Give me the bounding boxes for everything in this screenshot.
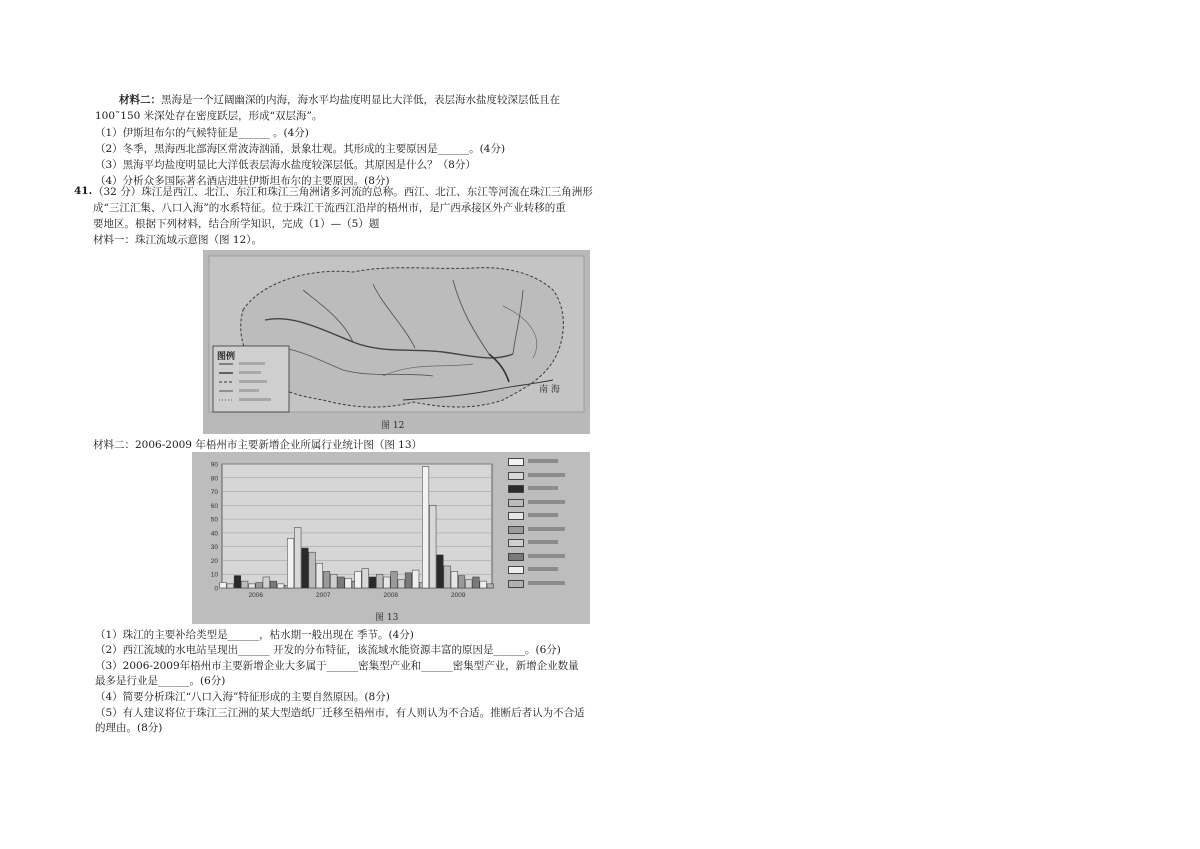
bar bbox=[355, 571, 362, 588]
y-tick-label: 20 bbox=[210, 557, 218, 565]
x-tick-label: 2006 bbox=[248, 592, 263, 599]
bar bbox=[487, 584, 494, 588]
legend-swatch bbox=[508, 580, 524, 588]
bar bbox=[263, 577, 270, 588]
q41-intro-2: 成“三江汇集、八口入海”的水系特征。位于珠江干流西江沿岸的梧州市，是广西承接区外产业转移的重 bbox=[93, 202, 566, 214]
y-tick-label: 80 bbox=[210, 475, 218, 483]
legend-label bbox=[528, 554, 565, 558]
q41-question-4: （4）简要分析珠江“八口入海”特征形成的主要自然原因。(8分) bbox=[95, 691, 390, 703]
q41-question-5: （5）有人建议将位于珠江三江洲的某大型造纸厂迁移至梧州市，有人则认为不合适。推断后者认为不合适 bbox=[95, 707, 585, 719]
y-tick-label: 30 bbox=[210, 544, 218, 552]
y-tick-label: 40 bbox=[210, 530, 218, 538]
map-legend-title: 图例 bbox=[217, 352, 236, 362]
q41-material1: 材料一：珠江流域示意图（图 12）。 bbox=[93, 234, 262, 246]
industry-chart bbox=[192, 452, 590, 624]
pearl-river-basin-map bbox=[203, 250, 590, 434]
bar bbox=[345, 578, 352, 588]
bar bbox=[451, 571, 458, 588]
legend-label bbox=[528, 527, 565, 531]
q41-intro-1: （32 分）珠江是西江、北江、东江和珠江三角洲诸多河流的总称。西江、北江、东江等河流在珠江三角洲形 bbox=[93, 186, 593, 198]
q41-question-3: （3）2006-2009年梧州市主要新增企业大多属于______密集型产业和______密集型产业，新增企业数量 bbox=[95, 660, 579, 672]
legend-label bbox=[528, 581, 565, 585]
bar bbox=[234, 576, 241, 588]
plot-area bbox=[222, 464, 492, 588]
q41-question-5-cont: 的理由。(8分) bbox=[95, 722, 163, 734]
material2-top-label: 材料二： bbox=[119, 94, 161, 106]
bar bbox=[437, 555, 444, 588]
bar bbox=[458, 576, 465, 588]
map-caption: 图 12 bbox=[381, 421, 405, 431]
bar bbox=[227, 584, 234, 588]
bar bbox=[309, 552, 316, 588]
map-svg bbox=[203, 250, 590, 434]
bar bbox=[429, 505, 436, 588]
y-tick-label: 0 bbox=[214, 585, 218, 593]
material2-top-line2: 100˜150 米深处存在密度跃层，形成“双层海”。 bbox=[95, 110, 323, 122]
q41-number: 41. bbox=[74, 185, 93, 197]
bar bbox=[316, 563, 323, 588]
x-tick-label: 2007 bbox=[316, 592, 331, 599]
q41-question-2: （2）西江流域的水电站呈现出______ 开发的分布特征，该流域水能资源丰富的原因是______。(6分) bbox=[95, 644, 561, 656]
q40-item-4: （4）分析众多国际著名酒店进驻伊斯坦布尔的主要原因。(8分) bbox=[95, 175, 390, 187]
bar bbox=[362, 569, 369, 588]
bar bbox=[422, 467, 429, 588]
bar bbox=[338, 577, 345, 588]
q41-question-3-cont: 最多是行业是______。(6分) bbox=[95, 675, 226, 687]
bar bbox=[376, 574, 383, 588]
material2-top-text1: 黑海是一个辽阔幽深的内海，海水平均盐度明显比大洋低，表层海水盐度较深层低且在 bbox=[161, 94, 560, 106]
bar bbox=[398, 580, 405, 588]
legend-swatch bbox=[508, 458, 524, 466]
bar bbox=[249, 584, 256, 588]
bar bbox=[330, 574, 337, 588]
bar bbox=[323, 571, 330, 588]
bar bbox=[384, 577, 391, 588]
y-tick-label: 90 bbox=[210, 461, 218, 469]
legend-label bbox=[528, 500, 565, 504]
legend-label bbox=[528, 473, 565, 477]
q40-item-1: （1）伊斯坦布尔的气候特征是______ 。(4分) bbox=[95, 127, 309, 139]
bar bbox=[287, 538, 294, 588]
y-tick-label: 10 bbox=[210, 571, 218, 579]
legend-swatch bbox=[508, 485, 524, 493]
bar bbox=[270, 581, 277, 588]
chart-caption: 图 13 bbox=[375, 613, 399, 623]
bar bbox=[444, 566, 451, 588]
y-tick-label: 50 bbox=[210, 516, 218, 524]
bar bbox=[277, 584, 284, 588]
bar bbox=[405, 573, 412, 588]
legend-swatch bbox=[508, 553, 524, 561]
bar bbox=[256, 582, 263, 588]
bar bbox=[412, 570, 419, 588]
q41-question-1: （1）珠江的主要补给类型是______，枯水期一般出现在 季节。(4分) bbox=[95, 629, 414, 641]
bar bbox=[369, 577, 376, 588]
q40-item-2: （2）冬季，黑海西北部海区常波涛汹涌，景象壮观。其形成的主要原因是______。(4分) bbox=[95, 143, 506, 155]
bar bbox=[473, 577, 480, 588]
y-tick-label: 70 bbox=[210, 489, 218, 497]
x-tick-label: 2008 bbox=[383, 592, 398, 599]
legend-swatch bbox=[508, 472, 524, 480]
map-sea-label: 南 海 bbox=[539, 385, 560, 395]
bar bbox=[241, 581, 248, 588]
bar bbox=[480, 581, 487, 588]
bar bbox=[294, 527, 301, 588]
material2-top-line1 bbox=[119, 93, 560, 107]
q41-material2: 材料二：2006-2009 年梧州市主要新增企业所属行业统计图（图 13） bbox=[93, 439, 423, 451]
legend-label bbox=[528, 540, 558, 544]
legend-label bbox=[528, 513, 558, 517]
legend-label bbox=[528, 567, 558, 571]
chart-svg bbox=[192, 452, 590, 624]
legend-swatch bbox=[508, 526, 524, 534]
legend-swatch bbox=[508, 499, 524, 507]
bar bbox=[391, 571, 398, 588]
legend-swatch bbox=[508, 566, 524, 574]
q41-intro-3: 要地区。根据下列材料，结合所学知识，完成（1）—（5）题 bbox=[93, 218, 380, 230]
bar bbox=[220, 582, 227, 588]
legend-label bbox=[528, 459, 558, 463]
y-tick-label: 60 bbox=[210, 502, 218, 510]
bar bbox=[465, 580, 472, 588]
legend-swatch bbox=[508, 539, 524, 547]
legend-label bbox=[528, 486, 558, 490]
q40-item-3: （3）黑海平均盐度明显比大洋低表层海水盐度较深层低。其原因是什么？（8分） bbox=[95, 159, 476, 171]
x-tick-label: 2009 bbox=[451, 592, 466, 599]
legend-swatch bbox=[508, 512, 524, 520]
bar bbox=[302, 548, 309, 588]
